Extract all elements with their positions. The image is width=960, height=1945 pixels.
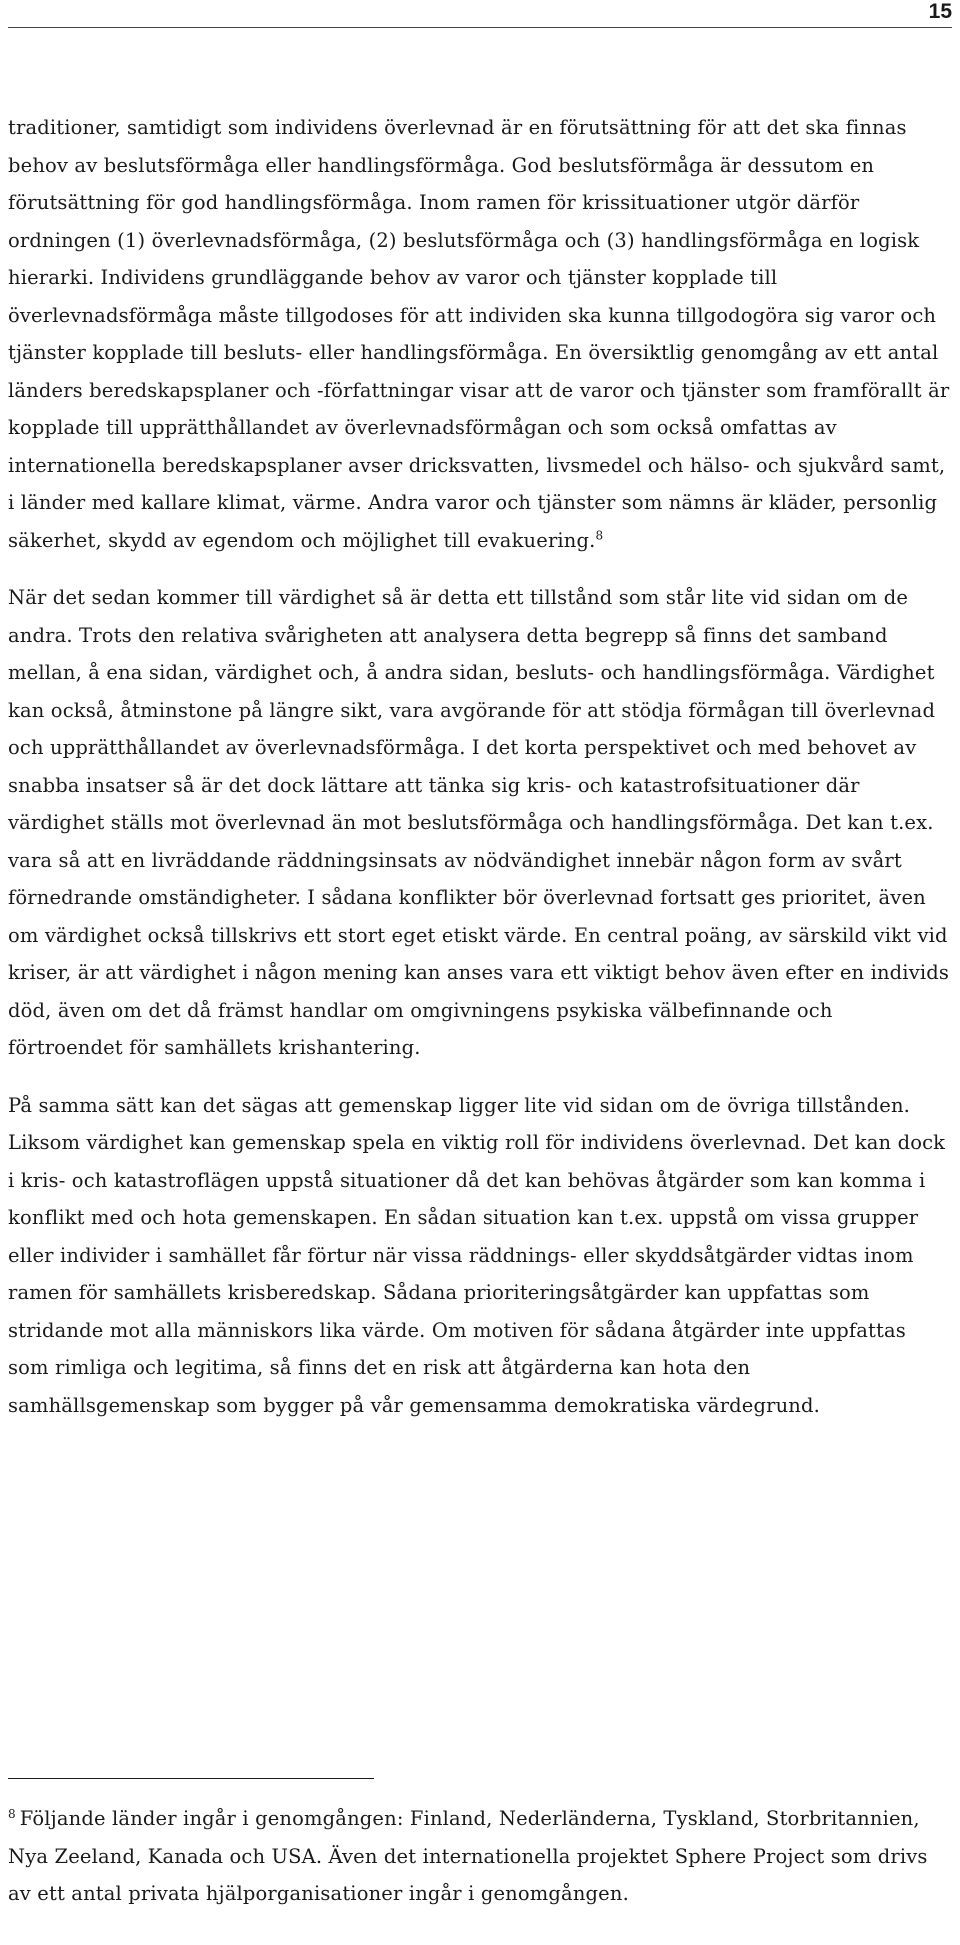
paragraph-text: När det sedan kommer till värdighet så är detta ett tillstånd som står lite vid sidan om de andra. Trots den relativa svårigheten att analysera detta begrepp så finns det samband mellan, å ena sidan, värdighet och, å andra sidan, besluts- och handlingsförmåga. Värdighet kan också, åtminstone på längre sikt, vara avgörande för att stödja förmågan till överlevnad och upprätthållandet av överlevnadsförmåga. I det korta perspektivet och med behovet av snabba insatser så är det dock lättare att tänka sig kris- och katastrofsituationer där värdighet ställs mot överlevnad än mot beslutsförmåga och handlingsförmåga. Det kan t.ex. vara så att en livräddande räddningsinsats av nödvändighet innebär någon form av svårt förnedrande omständigheter. I sådana konflikter bör överlevnad fortsatt ges prioritet, även om värdighet också tillskrivs ett stort eget etiskt värde. En central poäng, av särskild vikt vid kriser, är att värdighet i någon mening kan anses vara ett viktigt behov även efter en individs död, även om det då främst handlar om omgivningens psykiska välbefinnande och förtroendet för samhällets krishantering.: [8, 586, 950, 1059]
body-text: [8, 109, 950, 1444]
page-header: [8, 0, 952, 28]
paragraph: [8, 109, 950, 559]
paragraph: [8, 1087, 950, 1425]
page-number: 15: [928, 0, 952, 23]
paragraph-text: På samma sätt kan det sägas att gemenskap ligger lite vid sidan om de övriga tillstånden. Liksom värdighet kan gemenskap spela en viktig roll för individens överlevnad. Det kan dock i kris- och katastroflägen uppstå situationer då det kan behövas åtgärder som kan komma i konflikt med och hota gemenskapen. En sådan situation kan t.ex. uppstå om vissa grupper eller individer i samhället får förtur när vissa räddnings- eller skyddsåtgärder vidtas inom ramen för samhällets krisberedskap. Sådana prioriteringsåtgärder kan uppfattas som stridande mot alla människors lika värde. Om motiven för sådana åtgärder inte uppfattas som rimliga och legitima, så finns det en risk att åtgärderna kan hota den samhällsgemenskap som bygger på vår gemensamma demokratiska värdegrund.: [8, 1093, 946, 1417]
paragraph: [8, 579, 950, 1067]
footnote-reference[interactable]: 8: [595, 528, 604, 542]
footnote-text: Följande länder ingår i genomgången: Finland, Nederländerna, Tyskland, Storbritannien, Nya Zeeland, Kanada och USA. Även det internationella projektet Sphere Project som drivs av ett antal privata hjälporganisationer ingår i genomgången.: [8, 1807, 928, 1905]
footnote: [8, 1800, 950, 1913]
footnote-marker: 8: [8, 1806, 16, 1821]
footnote-divider: [8, 1778, 374, 1779]
paragraph-text: traditioner, samtidigt som individens överlevnad är en förutsättning för att det ska finnas behov av beslutsförmåga eller handlingsförmåga. God beslutsförmåga är dessutom en förutsättning för god handlingsförmåga. Inom ramen för krissituationer utgör därför ordningen (1) överlevnadsförmåga, (2) beslutsförmåga och (3) handlingsförmåga en logisk hierarki. Individens grundläggande behov av varor och tjänster kopplade till överlevnadsförmåga måste tillgodoses för att individen ska kunna tillgodogöra sig varor och tjänster kopplade till besluts- eller handlingsförmåga. En översiktlig genomgång av ett antal länders beredskapsplaner och -författningar visar att de varor och tjänster som framförallt är kopplade till upprätthållandet av överlevnadsförmågan och som också omfattas av internationella beredskapsplaner avser dricksvatten, livsmedel och hälso- och sjukvård samt, i länder med kallare klimat, värme. Andra varor och tjänster som nämns är kläder, personlig säkerhet, skydd av egendom och möjlighet till evakuering.: [8, 116, 950, 552]
